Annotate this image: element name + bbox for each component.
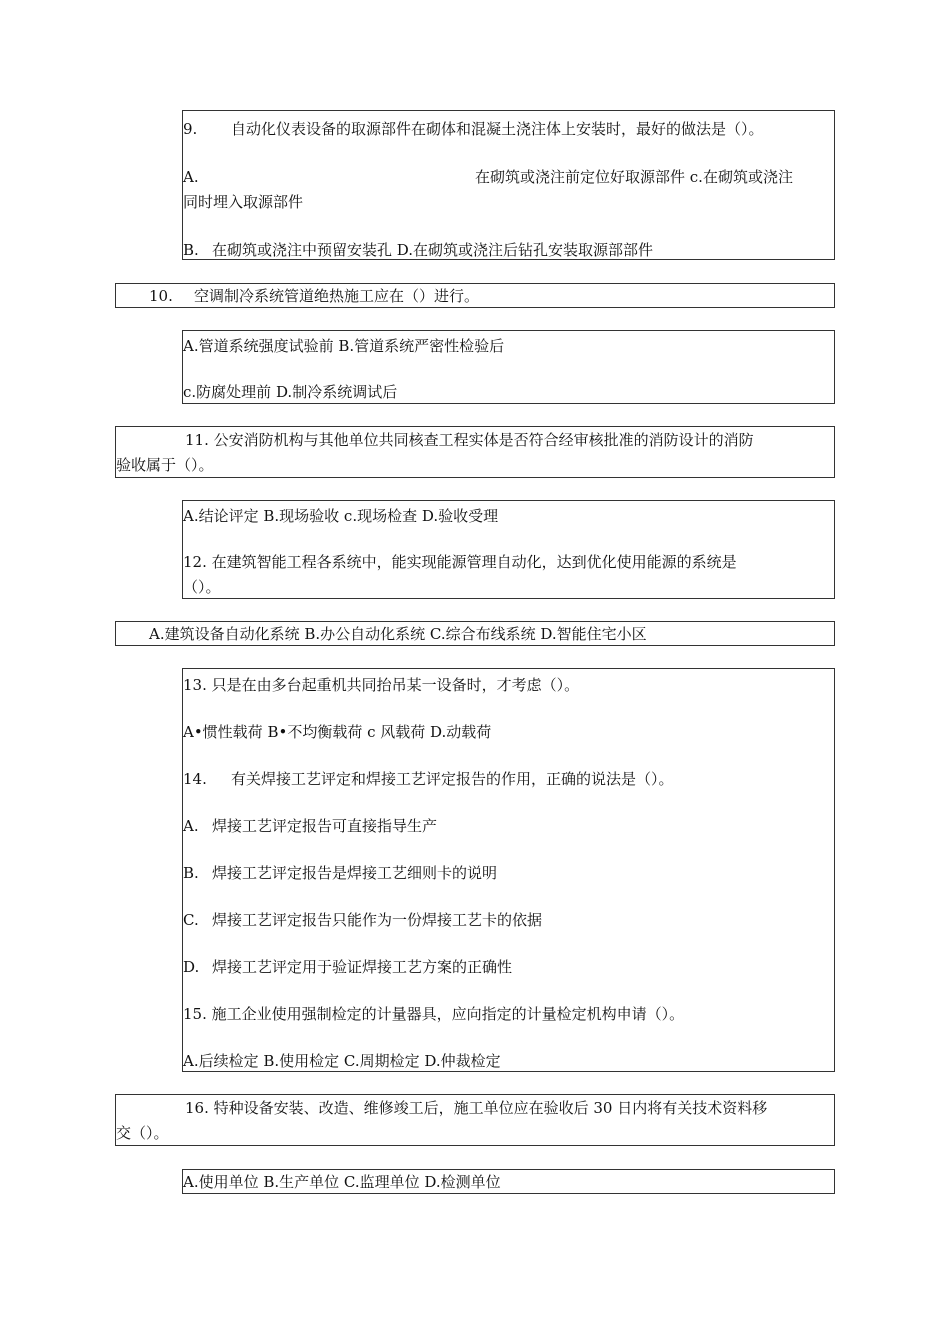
question-9-box <box>182 110 835 260</box>
q11-stem-line-2: 验收属于（）。 <box>116 456 214 474</box>
q9-option-a-continuation: 同时埋入取源部件 <box>183 193 304 211</box>
q10-options-line-2: c.防腐处理前 D.制冷系统调试后 <box>183 383 398 401</box>
q9-option-b-label: B. <box>183 241 199 259</box>
question-10-stem-box <box>115 283 835 308</box>
q14-option-d-text: 焊接工艺评定用于验证焊接工艺方案的正确性 <box>212 958 513 976</box>
q9-option-a-text: 在砌筑或浇注前定位好取源部件 c.在砌筑或浇注 <box>475 168 793 186</box>
q14-number: 14. <box>183 770 207 788</box>
q9-option-b-text: 在砌筑或浇注中预留安装孔 D.在砌筑或浇注后钻孔安装取源部部件 <box>212 241 654 259</box>
q16-stem-line-2: 交（）。 <box>116 1124 169 1142</box>
q12-stem-line-2: （）。 <box>183 578 221 596</box>
q10-stem: 空调制冷系统管道绝热施工应在（）进行。 <box>194 287 480 305</box>
q14-option-d-label: D. <box>183 958 200 976</box>
question-11-options-box <box>182 500 835 599</box>
q11-options: A.结论评定 B.现场验收 c.现场检查 D.验收受理 <box>183 507 499 525</box>
q16-options: A.使用单位 B.生产单位 C.监理单位 D.检测单位 <box>183 1173 501 1191</box>
q13-options: A•惯性载荷 B•不均衡载荷 c 风载荷 D.动载荷 <box>183 723 492 741</box>
q14-option-b-label: B. <box>183 864 199 882</box>
q14-option-c-text: 焊接工艺评定报告只能作为一份焊接工艺卡的依据 <box>212 911 543 929</box>
q14-stem: 有关焊接工艺评定和焊接工艺评定报告的作用，正确的说法是（）。 <box>231 770 674 788</box>
q11-stem-line-1: 11. 公安消防机构与其他单位共同核查工程实体是否符合经审核批准的消防设计的消防 <box>185 431 754 449</box>
question-16-options-box <box>182 1169 835 1194</box>
questions-13-15-box <box>182 668 835 1072</box>
q9-option-a-label: A. <box>183 168 199 186</box>
q15-options: A.后续检定 B.使用检定 C.周期检定 D.仲裁检定 <box>183 1052 501 1070</box>
q10-number: 10. <box>149 287 173 305</box>
q14-option-c-label: C. <box>183 911 199 929</box>
q9-number: 9. <box>183 120 198 138</box>
q10-options-line-1: A.管道系统强度试验前 B.管道系统严密性检验后 <box>183 337 505 355</box>
question-12-options-box <box>115 621 835 646</box>
question-11-stem-box <box>115 426 835 478</box>
q14-option-a-label: A. <box>183 817 199 835</box>
question-10-options-box <box>182 330 835 404</box>
q12-stem-line-1: 12. 在建筑智能工程各系统中，能实现能源管理自动化，达到优化使用能源的系统是 <box>183 553 737 571</box>
q14-option-a-text: 焊接工艺评定报告可直接指导生产 <box>212 817 438 835</box>
q15-stem: 15. 施工企业使用强制检定的计量器具，应向指定的计量检定机构申请（）。 <box>183 1005 685 1023</box>
q16-stem-line-1: 16. 特种设备安装、改造、维修竣工后，施工单位应在验收后 30 日内将有关技术资料移 <box>185 1099 768 1117</box>
q12-options: A.建筑设备自动化系统 B.办公自动化系统 C.综合布线系统 D.智能住宅小区 <box>149 625 647 643</box>
question-16-stem-box <box>115 1094 835 1146</box>
q14-option-b-text: 焊接工艺评定报告是焊接工艺细则卡的说明 <box>212 864 498 882</box>
q13-stem: 13. 只是在由多台起重机共同抬吊某一设备时，才考虑（）。 <box>183 676 580 694</box>
q9-stem: 自动化仪表设备的取源部件在砌体和混凝土浇注体上安装时，最好的做法是（）。 <box>231 120 764 138</box>
